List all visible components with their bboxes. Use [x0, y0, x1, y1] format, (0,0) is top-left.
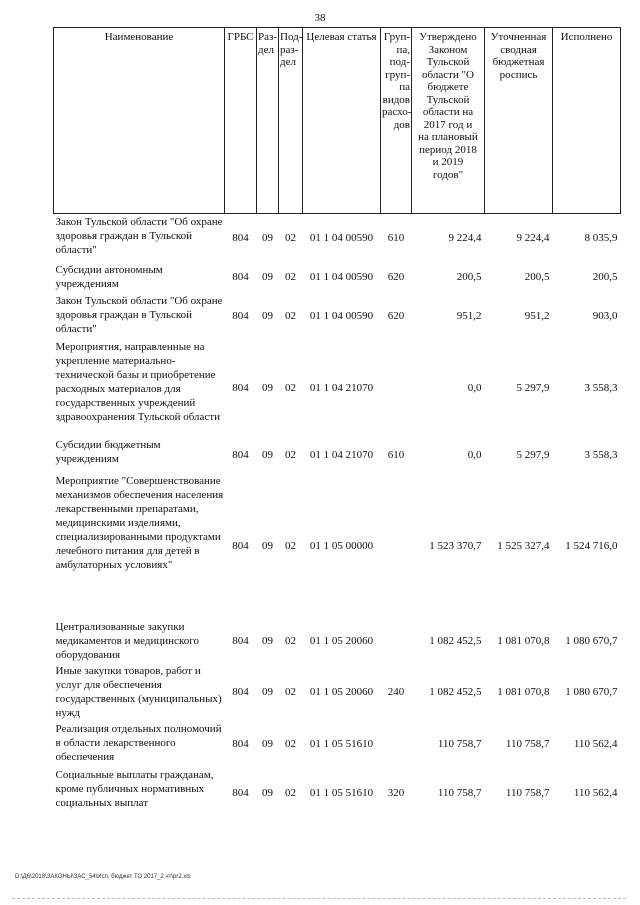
table-row: [54, 293, 621, 339]
cell-podrazdel: 02: [285, 634, 296, 647]
cell-name: Мероприятия, направленные на укрепление материально-технической базы и приобретение расходных материалов для государственных учреждений здравоохранения Тульской области: [55, 340, 220, 423]
cell-razdel: 09: [262, 231, 273, 244]
cell-razdel: 09: [262, 786, 273, 799]
header-target: Целевая статья: [303, 28, 381, 214]
cell-target: 01 1 04 21070: [309, 381, 374, 394]
cell-podrazdel: 02: [285, 539, 296, 552]
cell-group: [381, 721, 412, 767]
header-executed: Исполнено: [553, 28, 621, 214]
cell-target: 01 1 04 00590: [309, 231, 374, 244]
cell-executed: 200,5: [592, 271, 618, 283]
cell-approved: 200,5: [456, 271, 482, 283]
cell-group: [381, 473, 412, 619]
budget-table: [53, 27, 621, 819]
cell-target: 01 1 04 00590: [309, 309, 374, 322]
cell-group: [381, 339, 412, 437]
cell-razdel: 09: [262, 685, 273, 698]
cell-group: [381, 619, 412, 663]
table-row: [54, 619, 621, 663]
cell-approved: 1 082 452,5: [429, 685, 482, 698]
cell-target: 01 1 04 21070: [309, 448, 374, 461]
cell-revised: 1 081 070,8: [497, 685, 550, 698]
cell-executed: 903,0: [592, 309, 618, 322]
cell-name: Закон Тульской области "Об охране здоровья граждан в Тульской области": [55, 294, 223, 335]
cell-group: 610: [387, 231, 405, 244]
table-row: [54, 721, 621, 767]
header-row: [54, 28, 621, 214]
cell-revised: 110 758,7: [505, 737, 550, 750]
cell-podrazdel: 02: [285, 448, 296, 461]
cell-grbs: 804: [232, 685, 249, 698]
cell-executed: 8 035,9: [584, 231, 618, 244]
cell-razdel: 09: [262, 271, 273, 283]
cell-grbs: 804: [232, 786, 249, 799]
cell-name: Социальные выплаты гражданам, кроме публичных нормативных социальных выплат: [55, 768, 214, 809]
cell-approved: 951,2: [456, 309, 482, 322]
cell-approved: 9 224,4: [448, 231, 482, 244]
cell-revised: 1 081 070,8: [497, 634, 550, 647]
cell-target: 01 1 04 00590: [309, 271, 374, 283]
cell-grbs: 804: [232, 737, 249, 750]
cell-approved: 0,0: [467, 381, 482, 394]
cell-group: 610: [387, 448, 405, 461]
cell-name: Субсидии автономным учреждениям: [55, 263, 163, 290]
page-number: 38: [314, 12, 326, 24]
cell-revised: 1 525 327,4: [497, 539, 550, 552]
cell-name: Реализация отдельных полномочий в области лекарственного обеспечения: [55, 722, 222, 763]
table-row: [54, 473, 621, 619]
table-row: [54, 663, 621, 721]
cell-approved: 110 758,7: [437, 786, 482, 799]
cell-razdel: 09: [262, 448, 273, 461]
cell-grbs: 804: [232, 271, 249, 283]
cell-revised: 5 297,9: [516, 448, 550, 461]
cell-group: 240: [387, 685, 405, 698]
cell-razdel: 09: [262, 737, 273, 750]
cell-executed: 3 558,3: [584, 381, 618, 394]
cell-target: 01 1 05 00000: [309, 539, 374, 552]
cell-approved: 110 758,7: [437, 737, 482, 750]
table-row: [54, 437, 621, 473]
table-row: [54, 214, 621, 262]
cell-grbs: 804: [232, 539, 249, 552]
cell-podrazdel: 02: [285, 309, 296, 322]
cell-podrazdel: 02: [285, 271, 296, 283]
cell-revised: 110 758,7: [505, 786, 550, 799]
cell-executed: 110 562,4: [573, 737, 618, 750]
header-name: Наименование: [54, 28, 225, 214]
cell-group: 620: [387, 271, 405, 283]
table-row: [54, 339, 621, 437]
cell-podrazdel: 02: [285, 231, 296, 244]
cell-group: 620: [387, 309, 405, 322]
cell-razdel: 09: [262, 634, 273, 647]
cell-name: Иные закупки товаров, работ и услуг для обеспечения государственных (муниципальных) нужд: [55, 664, 222, 719]
footer-file-path: D:\Д6\2018\ЗАКОНЫ\ЗАС_54\Исп. бюджет ТО 2017_2 чт\pr2.xls: [15, 874, 191, 880]
cell-podrazdel: 02: [285, 685, 296, 698]
header-approved: Утверждено Законом Тульской области "О бюджете Тульской области на 2017 год и на плановый период 2018 и 2019 годов": [412, 28, 485, 214]
cell-target: 01 1 05 51610: [309, 786, 374, 799]
cell-executed: 1 080 670,7: [565, 685, 618, 698]
scan-artifact-line: [12, 898, 626, 899]
cell-grbs: 804: [232, 448, 249, 461]
header-grbs: ГРБС: [225, 28, 257, 214]
cell-approved: 1 082 452,5: [429, 634, 482, 647]
cell-executed: 110 562,4: [573, 786, 618, 799]
header-group: Груп- па, под- груп- па видов расхо- дов: [381, 28, 412, 214]
cell-target: 01 1 05 20060: [309, 685, 374, 698]
cell-revised: 9 224,4: [516, 231, 550, 244]
cell-razdel: 09: [262, 539, 273, 552]
cell-grbs: 804: [232, 381, 249, 394]
cell-executed: 1 080 670,7: [565, 634, 618, 647]
header-podrazdel: Под- раз- дел: [279, 28, 303, 214]
cell-approved: 1 523 370,7: [429, 539, 482, 552]
cell-revised: 951,2: [524, 309, 550, 322]
cell-approved: 0,0: [467, 448, 482, 461]
cell-name: Централизованные закупки медикаментов и медицинского оборудования: [55, 620, 199, 661]
cell-executed: 1 524 716,0: [565, 539, 618, 552]
header-razdel: Раз- дел: [257, 28, 279, 214]
cell-executed: 3 558,3: [584, 448, 618, 461]
cell-group: 320: [387, 786, 405, 799]
table-row: [54, 767, 621, 819]
cell-grbs: 804: [232, 231, 249, 244]
cell-razdel: 09: [262, 309, 273, 322]
cell-razdel: 09: [262, 381, 273, 394]
cell-target: 01 1 05 51610: [309, 737, 374, 750]
cell-podrazdel: 02: [285, 381, 296, 394]
cell-target: 01 1 05 20060: [309, 634, 374, 647]
cell-name: Субсидии бюджетным учреждениям: [55, 438, 161, 465]
cell-revised: 200,5: [524, 271, 550, 283]
cell-podrazdel: 02: [285, 786, 296, 799]
cell-name: Закон Тульской области "Об охране здоровья граждан в Тульской области": [55, 216, 223, 256]
cell-name: Мероприятие "Совершенствование механизмов обеспечения населения лекарственными препаратами, медицинскими изделиями, специализированными продуктами лечебного питания для детей в амбулаторных условиях": [55, 474, 224, 571]
header-revised: Уточненная сводная бюджетная роспись: [485, 28, 553, 214]
table-row: [54, 262, 621, 293]
cell-grbs: 804: [232, 309, 249, 322]
cell-podrazdel: 02: [285, 737, 296, 750]
cell-revised: 5 297,9: [516, 381, 550, 394]
cell-grbs: 804: [232, 634, 249, 647]
